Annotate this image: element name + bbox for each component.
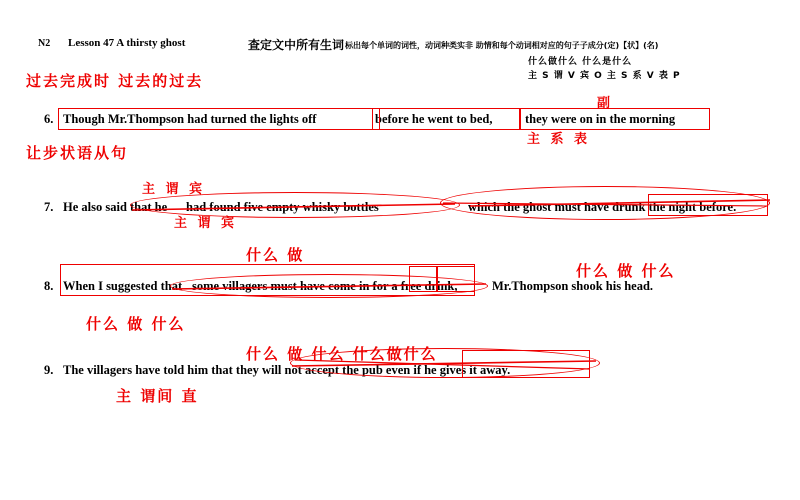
ellipse-s8-that-clause <box>170 274 488 298</box>
annotation-s8-what-do-what2: 什么 做 什么 <box>86 315 186 333</box>
annotation-s7-top: 主 谓 宾 <box>142 182 206 197</box>
instruction-subtext: 标出每个单词的词性，动词种类实非 助情和每个动词相对应的句子子成分(定)【状】(名) <box>345 41 659 50</box>
grammar-note-line-1: 什么做什么 什么是什么 <box>528 57 633 67</box>
annotation-s9-roles: 主 谓间 直 <box>116 387 199 405</box>
ellipse-s9-object-clause <box>290 348 600 378</box>
annotation-concession-clause: 让步状语从句 <box>26 144 129 162</box>
highlight-box-s6-main-clause <box>58 108 380 130</box>
annotation-adverb: 副 <box>597 96 614 111</box>
annotation-s7-what-do: 什么 做 <box>246 246 305 264</box>
annotation-s9-what: 什么 做 什么 什么做什么 <box>246 345 438 363</box>
sentence-6-part-2: before he went to bed, <box>375 112 493 126</box>
sentence-7-part-3: which the ghost must have drunk the night before. <box>468 200 737 214</box>
sentence-9-number: 9. <box>44 363 54 377</box>
sentence-6-part-3: they were on in the morning <box>525 112 676 126</box>
annotation-tense-note: 过去完成时 过去的过去 <box>26 72 204 90</box>
sentence-8-part-3: Mr.Thompson shook his head. <box>492 279 654 293</box>
grammar-note-line-2: 主 S 谓 V 宾 O 主 S 系 V 表 P <box>528 71 681 81</box>
sentence-8-part-1: When I suggested that <box>63 279 183 293</box>
annotation-subject-link-predicate: 主 系 表 <box>527 132 591 147</box>
ellipse-s7-relative-clause <box>440 186 770 220</box>
instruction-text: 查定文中所有生词 <box>248 38 345 52</box>
highlight-box-s6-result-clause <box>520 108 710 130</box>
page-code: N2 <box>38 38 51 49</box>
sentence-7-number: 7. <box>44 200 54 214</box>
lesson-title: Lesson 47 A thirsty ghost <box>68 37 186 49</box>
sentence-8-number: 8. <box>44 279 54 293</box>
sentence-9-text: The villagers have told him that they will not accept the pub even if he gives it away. <box>63 363 511 377</box>
sentence-8-part-2: some villagers must have come in for a free drink, <box>192 279 458 293</box>
sentence-6-part-1: Though Mr.Thompson had turned the lights off <box>63 112 317 126</box>
sentence-7-part-2: had found five empty whisky bottles <box>186 200 379 214</box>
annotation-s7-mid: 主 谓 宾 <box>174 216 238 231</box>
sentence-7-part-1: He also said that he <box>63 200 168 214</box>
annotation-s8-what-do-what: 什么 做 什么 <box>576 262 676 280</box>
sentence-6-number: 6. <box>44 112 54 126</box>
highlight-box-s6-time-clause <box>372 108 520 130</box>
